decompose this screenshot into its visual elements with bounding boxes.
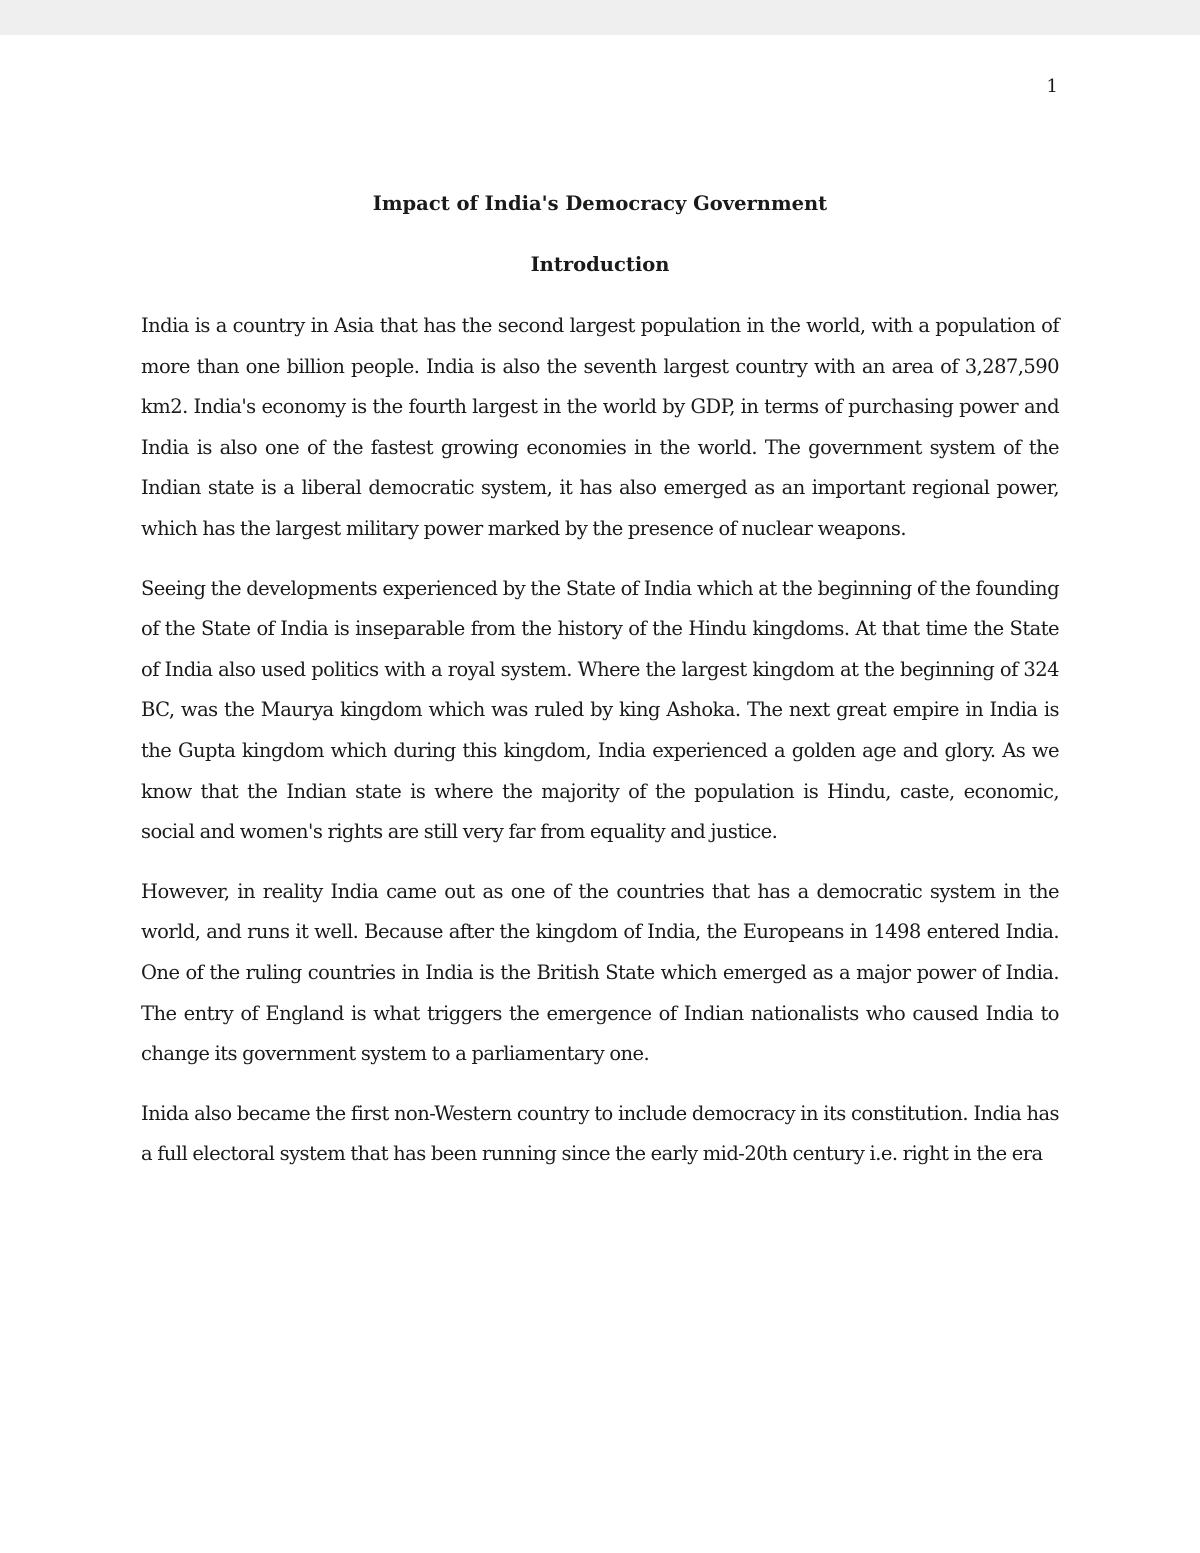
- paragraph: Seeing the developments experienced by the State of India which at the beginning of the founding of the State of India is inseparable from the history of the Hindu kingdoms. At that time the State of India also used politics with a royal system. Where the largest kingdom at the beginning of 324 BC, was the Maurya kingdom which was ruled by king Ashoka. The next great empire in India is the Gupta kingdom which during this kingdom, India experienced a golden age and glory. As we know that the Indian state is where the majority of the population is Hindu, caste, economic, social and women's rights are still very far from equality and justice.: [141, 576, 1059, 844]
- paragraph: India is a country in Asia that has the second largest population in the world, with a population of more than one billion people. India is also the seventh largest country with an area of 3,287,590 km2. India's economy is the fourth largest in the world by GDP, in terms of purchasing power and India is also one of the fastest growing economies in the world. The government system of the Indian state is a liberal democratic system, it has also emerged as an important regional power, which has the largest military power marked by the presence of nuclear weapons.: [141, 314, 1059, 540]
- viewer-top-bar: [0, 0, 1200, 35]
- document-title: Impact of India's Democracy Government: [372, 192, 828, 215]
- page-number: 1: [1046, 76, 1058, 97]
- section-heading: Introduction: [530, 253, 670, 276]
- document-body: [141, 306, 1059, 1194]
- document-page: [0, 35, 1200, 1553]
- paragraph: Inida also became the first non-Western country to include democracy in its constitution. India has a full electoral system that has been running since the early mid-20th century i.e. right in the era: [141, 1101, 1059, 1166]
- paragraph: However, in reality India came out as one of the countries that has a democratic system in the world, and runs it well. Because after the kingdom of India, the Europeans in 1498 entered India. One of the ruling countries in India is the British State which emerged as a major power of India. The entry of England is what triggers the emergence of Indian nationalists who caused India to change its government system to a parliamentary one.: [141, 879, 1059, 1066]
